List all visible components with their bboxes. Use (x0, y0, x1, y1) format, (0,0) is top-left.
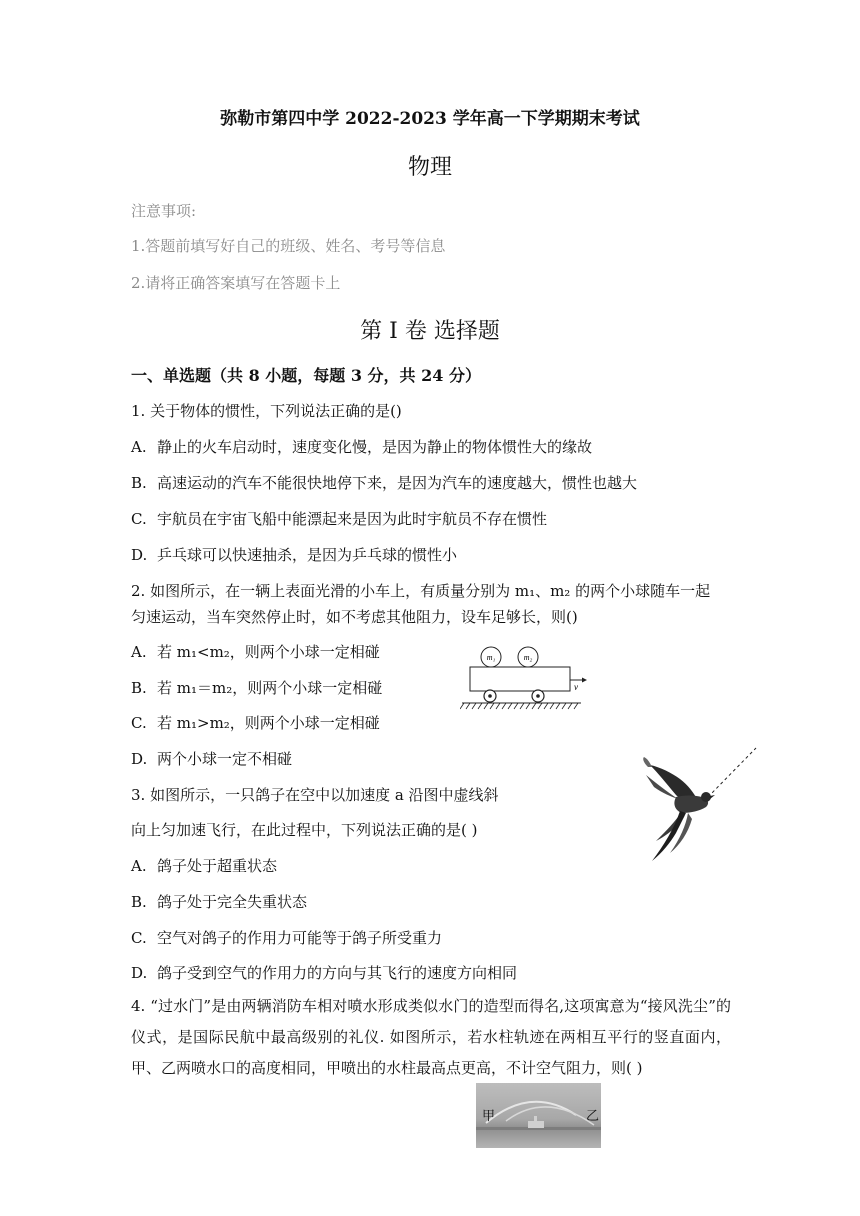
q3-option-b (131, 891, 307, 912)
q3-option-a (131, 855, 277, 876)
option-label: C. (131, 510, 147, 528)
option-label: B. (131, 679, 147, 697)
q1-option-b (131, 472, 637, 493)
pigeon-icon (643, 757, 715, 861)
part-title: 一、单选题（共 8 小题，每题 3 分，共 24 分） (131, 366, 481, 385)
ground-hatching (460, 703, 578, 709)
option-label: A. (131, 857, 147, 875)
pigeon-figure (636, 745, 760, 870)
q3-option-d (131, 962, 517, 983)
photo-label-yi: 乙 (586, 1109, 600, 1124)
flight-path-dashed (708, 748, 756, 797)
option-label: C. (131, 929, 147, 947)
photo-label-jia: 甲 (482, 1109, 496, 1124)
cart-axle-right (536, 694, 540, 698)
option-label: D. (131, 964, 148, 982)
q3-stem-line1: 3. 如图所示，一只鸽子在空中以加速度 a 沿图中虚线斜 (131, 786, 499, 804)
option-label: C. (131, 714, 147, 732)
ball-m2-label: m₂ (523, 653, 533, 662)
ball-m1-label: m₁ (486, 653, 496, 662)
notice-item-1: 1.答题前填写好自己的班级、姓名、考号等信息 (131, 237, 446, 255)
cart-axle-left (488, 694, 492, 698)
q1-stem: 1. 关于物体的惯性，下列说法正确的是() (131, 402, 402, 420)
velocity-arrowhead (582, 678, 587, 683)
q2-option-a (131, 641, 380, 662)
option-label: D. (131, 546, 148, 564)
q1-option-c (131, 508, 547, 529)
option-text: 若 m₁>m₂，则两个小球一定相碰 (157, 714, 380, 732)
option-text: 乒乓球可以快速抽杀，是因为乒乓球的惯性小 (157, 546, 458, 564)
option-label: A. (131, 643, 147, 661)
water-gate-photo (476, 1083, 601, 1148)
q3-stem-line2: 向上匀加速飞行，在此过程中，下列说法正确的是( ) (131, 821, 478, 839)
option-label: D. (131, 750, 148, 768)
option-text: 鸽子处于超重状态 (157, 857, 278, 875)
option-text: 若 m₁＝m₂，则两个小球一定相碰 (157, 679, 383, 697)
option-text: 若 m₁<m₂，则两个小球一定相碰 (157, 643, 380, 661)
subject-title: 物理 (407, 155, 452, 180)
notice-heading: 注意事项: (131, 202, 197, 220)
q2-stem-line2: 匀速运动，当车突然停止时，如不考虑其他阻力，设车足够长，则() (131, 608, 578, 626)
notice-item-2: 2.请将正确答案填写在答题卡上 (131, 274, 341, 292)
q2-option-c (131, 712, 380, 733)
velocity-label: v (574, 682, 578, 692)
q2-stem-line1: 2. 如图所示，在一辆上表面光滑的小车上，有质量分别为 m₁、m₂ 的两个小球随车一起 (131, 582, 711, 600)
cart-body (470, 667, 570, 691)
exam-title: 弥勒市第四中学 2022-2023 学年高一下学期期末考试 (220, 109, 640, 129)
q4-stem: 4. “过水门”是由两辆消防车相对喷水形成类似水门的造型而得名,这项寓意为“接风洗尘”的仪式，是国际民航中最高级别的礼仪. 如图所示，若水柱轨迹在两相互平行的竖直面内，甲、乙两喷水口的高度相同，甲喷出的水柱最高点更高，不计空气阻力，则( ) (131, 997, 731, 1077)
section-title: 第 I 卷 选择题 (360, 319, 500, 344)
q3-option-c (131, 927, 442, 948)
option-text: 两个小球一定不相碰 (157, 750, 293, 768)
option-label: A. (131, 438, 147, 456)
option-text: 高速运动的汽车不能很快地停下来，是因为汽车的速度越大，惯性也越大 (157, 474, 638, 492)
option-text: 宇航员在宇宙飞船中能漂起来是因为此时宇航员不存在惯性 (157, 510, 548, 528)
option-text: 静止的火车启动时，速度变化慢，是因为静止的物体惯性大的缘故 (157, 438, 593, 456)
q2-option-b (131, 677, 382, 698)
q1-option-a (131, 436, 592, 457)
option-label: B. (131, 474, 147, 492)
option-text: 鸽子受到空气的作用力的方向与其飞行的速度方向相同 (157, 964, 518, 982)
option-text: 空气对鸽子的作用力可能等于鸽子所受重力 (157, 929, 443, 947)
q2-option-d (131, 748, 292, 769)
cart-figure (460, 640, 590, 715)
option-text: 鸽子处于完全失重状态 (157, 893, 308, 911)
q1-option-d (131, 544, 457, 565)
option-label: B. (131, 893, 147, 911)
